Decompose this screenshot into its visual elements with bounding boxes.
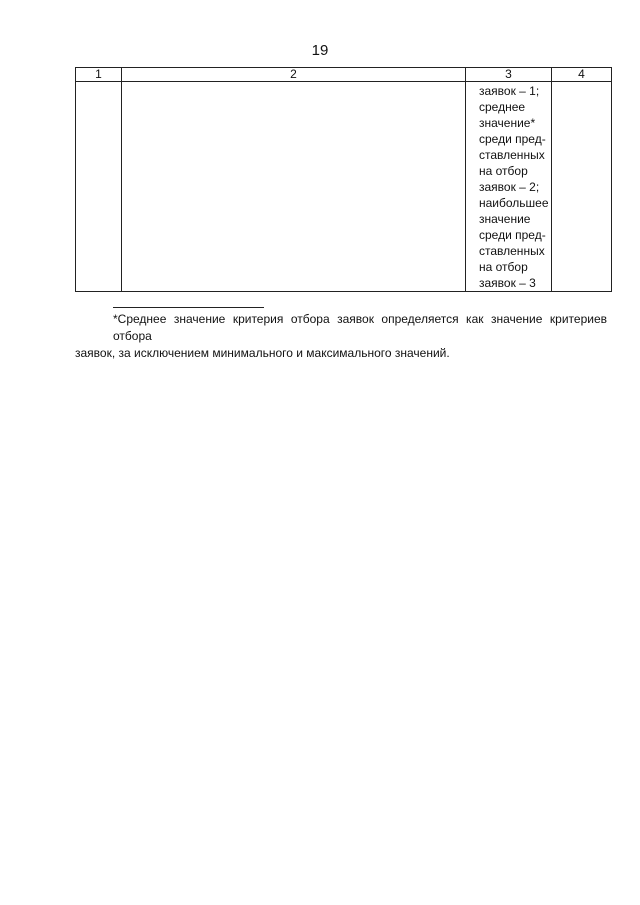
scale-line: среднее [479,100,526,114]
header-cell-1: 1 [76,68,122,82]
header-cell-2: 2 [122,68,466,82]
row-cell-3 [466,82,552,292]
footnote-line-1: *Среднее значение критерия отбора заявок определяется как значение критериев отбора [113,312,607,343]
scale-line: среди пред- [479,228,546,242]
scale-line: наибольшее [479,196,549,210]
row-cell-4 [552,82,612,292]
table-row [76,82,612,292]
scale-line: заявок – 2; [479,180,540,194]
criteria-table [75,67,612,292]
scale-line: ставленных [479,148,545,162]
header-cell-4: 4 [552,68,612,82]
table-header-row [76,68,612,82]
row-cell-1 [76,82,122,292]
scale-line: заявок – 3 [479,276,536,290]
scale-line: ставленных [479,244,545,258]
scale-line: среди пред- [479,132,546,146]
footnote-divider [113,307,264,308]
scale-line: на отбор [479,260,528,274]
score-scale-text [466,82,551,291]
header-cell-3: 3 [466,68,552,82]
scale-line: заявок – 1; [479,84,540,98]
footnote [75,311,607,362]
scale-line: на отбор [479,164,528,178]
page-number: 19 [311,42,329,59]
footnote-line-2: заявок, за исключением минимального и максимального значений. [75,346,450,360]
scale-line: значение [479,212,531,226]
row-cell-2 [122,82,466,292]
scale-line: значение* [479,116,536,130]
